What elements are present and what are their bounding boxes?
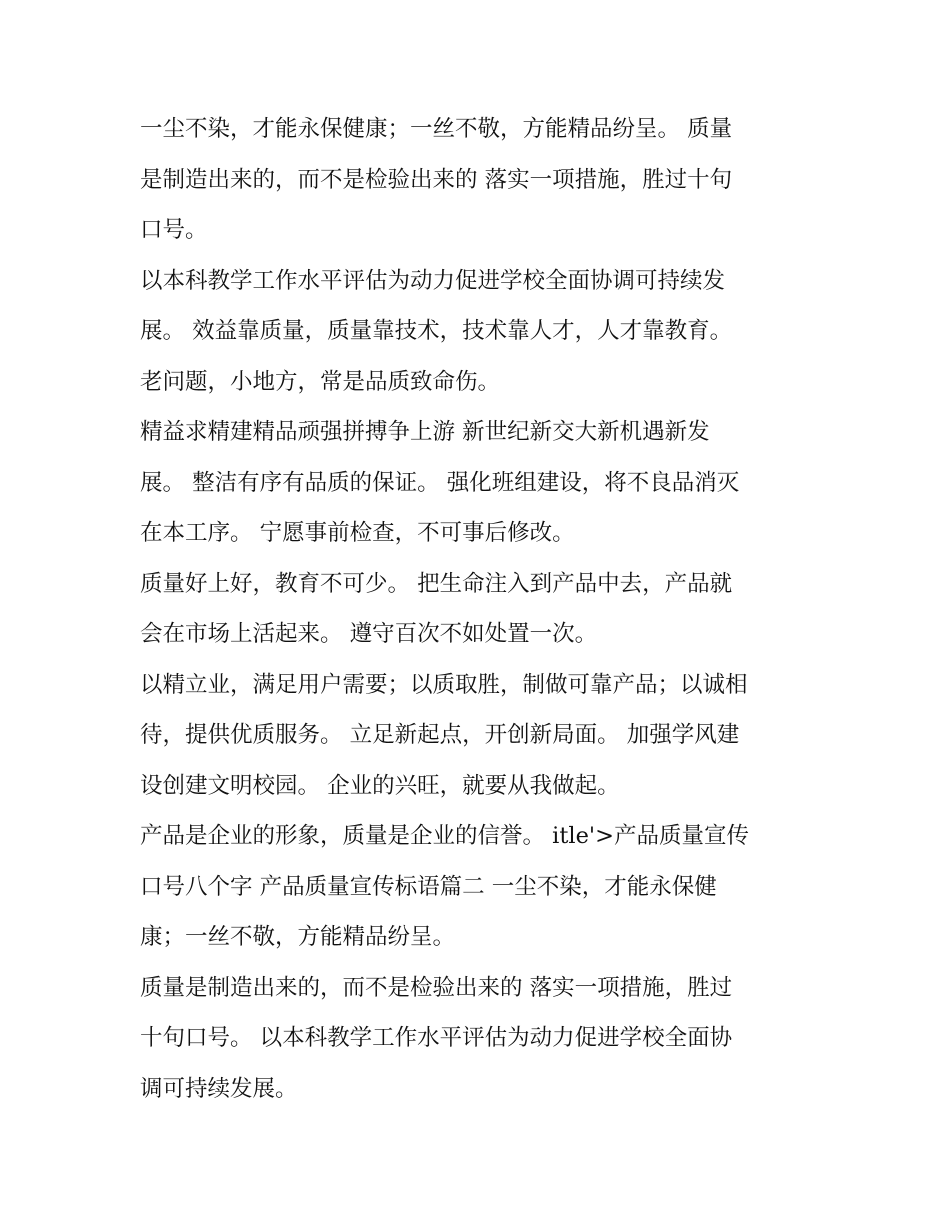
- text-line: 会在市场上活起来。 遵守百次不如处置一次。: [140, 621, 598, 647]
- text-line: 以本科教学工作水平评估为动力促进学校全面协调可持续发: [140, 267, 726, 294]
- text-line: 康；一丝不敬，方能精品纷呈。: [140, 924, 456, 950]
- paragraph-3: [140, 407, 830, 559]
- text-line: 质量好上好，教育不可少。 把生命注入到产品中去，产品就: [140, 570, 733, 597]
- text-line: 展。 整洁有序有品质的保证。 强化班组建设，将不良品消灭: [140, 469, 740, 496]
- text-line: 质量是制造出来的，而不是检验出来的 落实一项措施，胜过: [140, 974, 733, 1001]
- paragraph-6: [140, 811, 830, 963]
- text-line: 调可持续发展。: [140, 1075, 298, 1102]
- text-line: 是制造出来的，而不是检验出来的 落实一项措施，胜过十句: [140, 166, 733, 193]
- text-line: 老问题，小地方，常是品质致命伤。: [140, 368, 501, 395]
- text-line: 以精立业，满足用户需要；以质取胜，制做可靠产品；以诚相: [140, 671, 748, 698]
- paragraph-7: [140, 963, 830, 1115]
- document-body: [140, 104, 830, 1114]
- text-line: 一尘不染，才能永保健康；一丝不敬，方能精品纷呈。 质量: [140, 116, 733, 142]
- text-line: 设创建文明校园。 企业的兴旺，就要从我做起。: [140, 772, 620, 799]
- text-line: 在本工序。 宁愿事前检查，不可事后修改。: [140, 520, 575, 546]
- paragraph-1: [140, 104, 830, 256]
- text-line: 口号。: [140, 217, 208, 243]
- text-line: 十句口号。 以本科教学工作水平评估为动力促进学校全面协: [140, 1025, 733, 1051]
- paragraph-5: [140, 660, 830, 812]
- text-line: 口号八个字 产品质量宣传标语篇二 一尘不染，才能永保健: [140, 873, 717, 900]
- text-line: 精益求精建精品顽强拼搏争上游 新世纪新交大新机遇新发: [140, 419, 710, 445]
- text-line: 展。 效益靠质量，质量靠技术，技术靠人才，人才靠教育。: [140, 318, 733, 344]
- text-line: 产品是企业的形象，质量是企业的信誉。 itle'>产品质量宣传: [140, 823, 749, 849]
- paragraph-2: [140, 256, 830, 408]
- text-line: 待，提供优质服务。 立足新起点，开创新局面。 加强学风建: [140, 722, 740, 748]
- paragraph-4: [140, 559, 830, 660]
